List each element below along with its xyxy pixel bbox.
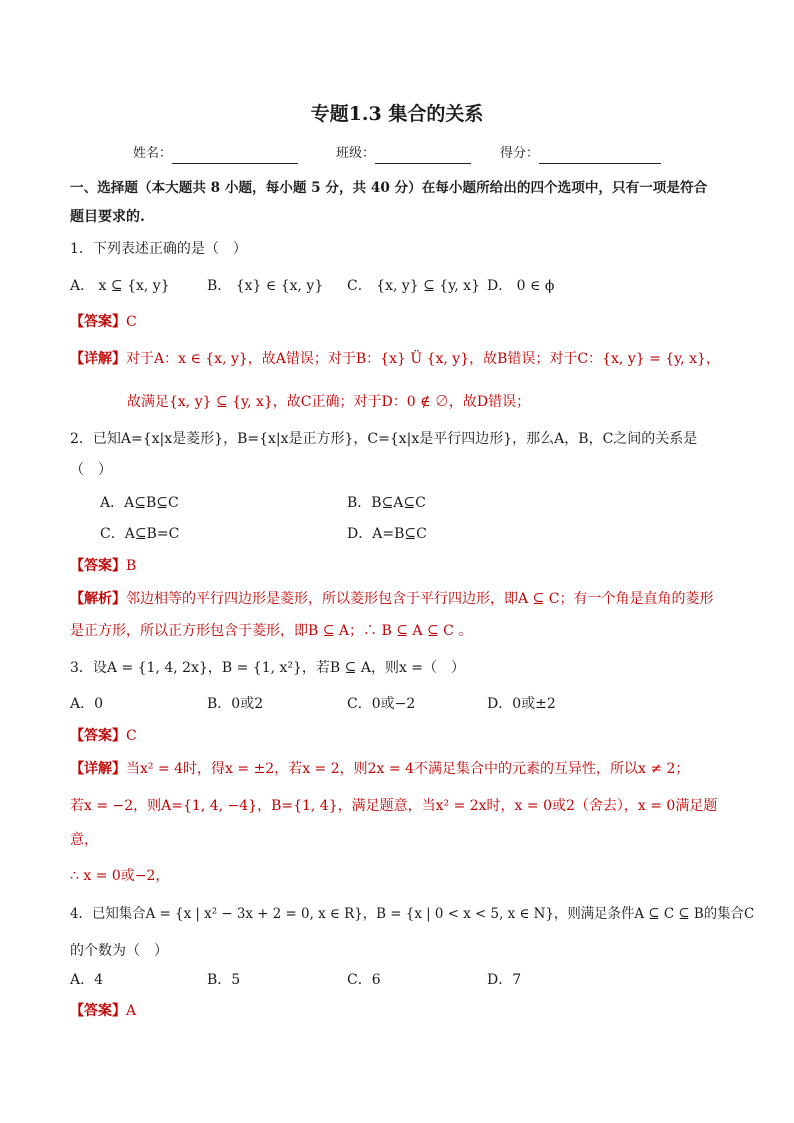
q2-answer-value: B (126, 558, 137, 574)
q3-option-b: B．0或2 (207, 696, 264, 712)
section-heading-line2: 题目要求的. (70, 209, 145, 225)
q1-detail-line2: 故满足{x, y} ⊆ {y, x}，故C正确；对于D：0 ∉ ∅，故D错误； (127, 394, 531, 410)
q4-option-a: A．4 (70, 972, 104, 988)
q3-option-d: D．0或±2 (487, 696, 556, 712)
name-field (133, 144, 298, 164)
q2-stem-line2: （ ） (70, 462, 112, 478)
q4-answer-tag: 【答案】 (70, 1003, 126, 1019)
q1-option-d: D． 0 ∈ ϕ (487, 278, 555, 294)
q1-answer-value: C (126, 314, 137, 330)
section-heading-line1: 一、选择题（本大题共 8 小题，每小题 5 分，共 40 分）在每小题所给出的四个选项中，只有一项是符合 (70, 180, 708, 196)
class-blank (375, 149, 471, 164)
q2-answer-tag: 【答案】 (70, 558, 126, 574)
q4-answer (70, 1001, 136, 1021)
class-label: 班级： (336, 146, 376, 161)
page-title: 专题1.3 集合的关系 (310, 103, 484, 125)
q3-detail-line3: 意， (70, 832, 98, 848)
q1-option-a: A． x ⊆ {x, y} (70, 278, 170, 294)
q4-stem-line2: 的个数为（ ） (70, 943, 168, 959)
score-blank (539, 149, 661, 164)
q2-analysis-line1 (70, 589, 713, 609)
q3-detail-tag: 【详解】 (70, 761, 126, 777)
score-field (500, 144, 661, 164)
q2-option-a: A．A⊆B⊆C (100, 495, 179, 511)
q1-answer-tag: 【答案】 (70, 314, 126, 330)
q1-option-c: C． {x, y} ⊆ {y, x} (347, 278, 480, 294)
name-blank (172, 149, 298, 164)
q2-option-c: C．A⊆B=C (100, 526, 180, 542)
q3-detail-line2: 若x = −2，则A={1, 4, −4}，B={1, 4}，满足题意，当x² = 2x时，x = 0或2（舍去），x = 0满足题 (70, 798, 718, 814)
q2-analysis-text1: 邻边相等的平行四边形是菱形，所以菱形包含于平行四边形，即A ⊆ C；有一个角是直角的菱形 (126, 591, 714, 607)
q3-detail-text1: 当x² = 4时，得x = ±2，若x = 2，则2x = 4不满足集合中的元素的互异性，所以x ≠ 2； (126, 761, 690, 777)
q3-stem: 3．设A = {1, 4, 2x}，B = {1, x²}，若B ⊆ A，则x =（ ） (70, 660, 466, 676)
q1-detail-line1 (70, 349, 720, 369)
q1-option-b: B． {x} ∈ {x, y} (207, 278, 324, 294)
class-field (336, 144, 471, 164)
q2-analysis-line2: 是正方形，所以正方形包含于菱形，即B ⊆ A；∴ B ⊆ A ⊆ C 。 (70, 623, 473, 639)
q3-answer (70, 726, 137, 746)
q3-answer-value: C (126, 728, 137, 744)
q4-option-b: B．5 (207, 972, 241, 988)
q2-option-d: D．A=B⊆C (347, 526, 427, 542)
q4-stem-line1: 4．已知集合A = {x | x² − 3x + 2 = 0, x ∈ R}，B = {x | 0 < x < 5, x ∈ N}，则满足条件A ⊆ C ⊆ B的集合C (70, 906, 755, 922)
q4-option-c: C．6 (347, 972, 381, 988)
q3-detail-line4: ∴ x = 0或−2， (70, 868, 170, 884)
q1-stem: 1．下列表述正确的是（ ） (70, 241, 247, 257)
q2-option-b: B．B⊆A⊆C (347, 495, 426, 511)
q2-stem-line1: 2．已知A={x|x是菱形}，B={x|x是正方形}，C={x|x是平行四边形}，那么A，B，C之间的关系是 (70, 431, 698, 447)
q1-detail-tag: 【详解】 (70, 351, 126, 367)
q4-answer-value: A (126, 1003, 137, 1019)
name-label: 姓名： (133, 146, 173, 161)
q1-answer (70, 312, 137, 332)
q2-analysis-tag: 【解析】 (70, 591, 126, 607)
q4-option-d: D．7 (487, 972, 522, 988)
q2-answer (70, 556, 136, 576)
q3-option-a: A．0 (70, 696, 104, 712)
q3-detail-line1 (70, 759, 689, 779)
q1-detail-text1: 对于A：x ∈ {x, y}，故A错误；对于B：{x} Ü {x, y}，故B错误；对于C：{x, y} = {y, x}， (126, 351, 720, 367)
q3-answer-tag: 【答案】 (70, 728, 126, 744)
q3-option-c: C．0或−2 (347, 696, 416, 712)
score-label: 得分： (500, 146, 540, 161)
